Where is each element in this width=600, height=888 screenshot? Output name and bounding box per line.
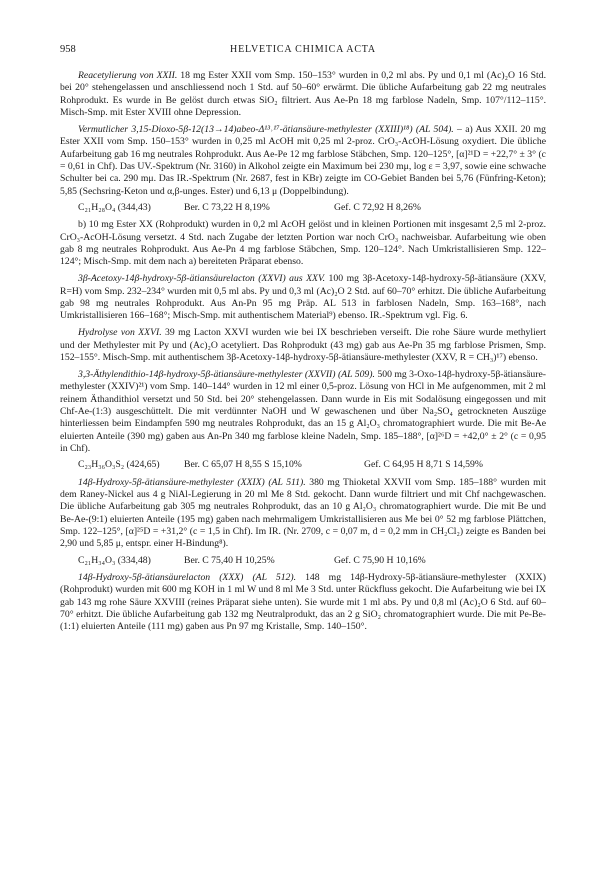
paragraph-heading: Vermutlicher 3,15-Dioxo-5β-12(13→14)abeo-Δ¹³˒¹⁷-ätiansäure-methylester (XXIII)¹⁸) (AL 504). bbox=[78, 123, 454, 135]
paragraph-text: 100 mg 3β-Acetoxy-14β-hydroxy-5β-ätiansäure (XXV, R=H) vom Smp. 232–234° wurden mit 0,5 ml abs. Py und 0,3 ml (Ac)₂O 2 Std. auf 60–70° erhitzt. Die übliche Aufarbeitung gab 98 mg neutrales Rohprodukt. Aus An-Pn 95 mg Präp. AL 513 in farblosen Nadeln, Smp. 163–168°, nach Umkristallisieren 166–168°; Misch-Smp. mit authentischem Material⁹) ebenso. IR.-Spektrum vgl. Fig. 6. bbox=[60, 273, 546, 322]
paragraph-text: – a) Aus XXII. 20 mg Ester XXII vom Smp. 150–153° wurden in 0,25 ml AcOH mit 0,25 ml 2-proz. CrO₃-AcOH-Lösung oxydiert. Die übliche Aufarbeitung gab 16 mg neutrales Rohprodukt. Aus Ae-Pe 12 mg farblose Stäbchen, Smp. 120–125°, [α]²¹D = +22,7° ± 3° (c = 0,61 in Chf). Das UV.-Spektrum (Nr. 3160) in Alkohol zeigte ein Maximum bei 230 mμ, log ε = 3,97, sowie eine schwache Schulter bei ca. 290 mμ. Das IR.-Spektrum (Nr. 2687, fest in KBr) zeigte im CO-Gebiet Banden bei 5,76 (Fünfring-Keton); 5,85 (Sechsring-Keton und α,β-unges. Ester) und 6,13 μ (Doppelbindung). bbox=[60, 123, 546, 197]
paragraph-heading: 3,3-Äthylendithio-14β-hydroxy-5β-ätiansäure-methylester (XXVII) (AL 509). bbox=[78, 368, 375, 380]
paragraph-xxiii bbox=[60, 124, 546, 198]
paragraph-xxx bbox=[60, 572, 546, 634]
elemental-analysis bbox=[60, 555, 546, 567]
paragraph-reacetylierung bbox=[60, 70, 546, 119]
paragraph-text: 500 mg 3-Oxo-14β-hydroxy-5β-ätiansäure-methylester (XXIV)²¹) vom Smp. 140–144° wurden in 12 ml einer 0,5-proz. Lösung von HCl in Me aufgenommen, mit 2 ml reinem Äthandithiol versetzt und 50 Std. bei 20° stehengelassen. Dann wurde in Eis mit Sodalösung eingegossen und mit Chf-Ae-(1:3) ausgeschüttelt. Die mit verdünnter NaOH und W gewaschenen und über Na₂SO₄ getrockneten Auszüge hinterliessen beim Eindampfen 590 mg neutrales Rohprodukt, das an 15 g Al₂O₃ chromatographiert wurde. Die mit Be-Ae eluierten Anteile (390 mg) gaben aus An-Pn 340 mg farblose kleine Nadeln, Smp. 185–188°, [α]²⁶D = +42,0° ± 2° (c = 0,95 in Chf). bbox=[60, 368, 546, 454]
formula-found: Gef. C 64,95 H 8,71 S 14,59% bbox=[364, 459, 483, 471]
paragraph-heading: 14β-Hydroxy-5β-ätiansäure-methylester (XXIX) (AL 511). bbox=[78, 476, 306, 488]
formula-calculated: Ber. C 65,07 H 8,55 S 15,10% bbox=[184, 459, 302, 471]
paragraph-xxvii bbox=[60, 369, 546, 455]
paragraph-xxvi bbox=[60, 273, 546, 322]
paragraph-text: 39 mg Lacton XXVI wurden wie bei IX beschrieben verseift. Die rohe Säure wurde methyliert und der Methylester mit Py und (Ac)₂O acetyliert. Das Rohprodukt (43 mg) gab aus Ae-Pn 35 mg farblose Prismen, Smp. 152–155°. Misch-Smp. mit authentischem 3β-Acetoxy-14β-hydroxy-5β-ätiansäure-methylester (XXV, R = CH₃)¹⁷) ebenso. bbox=[60, 327, 546, 363]
page-number: 958 bbox=[60, 44, 76, 55]
paragraph-hydrolyse bbox=[60, 327, 546, 364]
formula-calculated: Ber. C 75,40 H 10,25% bbox=[184, 554, 275, 566]
journal-title: HELVETICA CHIMICA ACTA bbox=[230, 44, 376, 55]
paragraph-text: 148 mg 14β-Hydroxy-5β-ätiansäure-methylester (XXIX) (Rohprodukt) wurden mit 600 mg KOH in 1 ml W und 8 ml Me 3 Std. unter Rückfluss gekocht. Die Aufarbeitung wie bei IX gab 143 mg rohe Säure XXVIII (reines Präparat siehe unten). Sie wurde mit 1 ml abs. Py und 0,8 ml (Ac)₂O 6 Std. auf 60–70° erhitzt. Die übliche Aufarbeitung gab 132 mg Neutralprodukt, das an 2 g SiO₂ chromatographiert wurde. Die mit Pe-Be-(1:1) eluierten Anteile (111 mg) gaben aus Pn 97 mg Kristalle, Smp. 140–150°. bbox=[60, 572, 546, 633]
formula-found: Gef. C 75,90 H 10,16% bbox=[334, 554, 426, 566]
formula-found: Gef. C 72,92 H 8,26% bbox=[334, 202, 421, 214]
formula-name: C₂₁H₂₈O₄ (344,43) bbox=[78, 202, 151, 214]
elemental-analysis bbox=[60, 459, 546, 471]
paragraph-text: 18 mg Ester XXII vom Smp. 150–153° wurden in 0,2 ml abs. Py und 0,1 ml (Ac)₂O 16 Std. bei 20° stehengelassen und anschliessend noch 1 Std. auf 50–60° erwärmt. Die übliche Aufarbeitung gab 22 mg neutrales Rohprodukt. Es wurde in Be gelöst durch etwas SiO₂ filtriert. Aus Ae-Pn 18 mg farblose Nadeln, Smp. 107°/112–115°. Misch-Smp. mit Ester XVIII ohne Depression. bbox=[60, 70, 546, 119]
formula-calculated: Ber. C 73,22 H 8,19% bbox=[184, 202, 270, 214]
formula-name: C₂₁H₃₄O₃ (334,48) bbox=[78, 554, 151, 566]
paragraph-b bbox=[60, 219, 546, 268]
running-header bbox=[60, 43, 546, 57]
elemental-analysis bbox=[60, 202, 546, 214]
formula-name: C₂₃H₃₆O₃S₂ (424,65) bbox=[78, 459, 160, 471]
body-text bbox=[60, 70, 546, 634]
paragraph-text: b) 10 mg Ester XX (Rohprodukt) wurden in 0,2 ml AcOH gelöst und in kleinen Portionen mit insgesamt 2,5 ml 2-proz. CrO₃-AcOH-Lösung versetzt. 4 Std. nach Zugabe der letzten Portion war noch CrO₃ nachweisbar. Aufarbeitung wie oben gab 8 mg neutrales Rohprodukt. Aus Ae-Pn 4 mg farblose Stäbchen, Smp. 120–124°. Nach Umkristallisieren Smp. 122–124°; Misch-Smp. mit dem nach a) bereiteten Präparat ebenso. bbox=[60, 219, 546, 268]
paragraph-heading: Reacetylierung von XXII. bbox=[78, 70, 178, 81]
paragraph-xxix bbox=[60, 477, 546, 551]
paragraph-heading: 3β-Acetoxy-14β-hydroxy-5β-ätiansäurelacton (XXVI) aus XXV. bbox=[78, 273, 326, 285]
paragraph-heading: 14β-Hydroxy-5β-ätiansäurelacton (XXX) (AL 512). bbox=[78, 572, 297, 584]
paragraph-heading: Hydrolyse von XXVI. bbox=[78, 327, 162, 339]
paragraph-text: 380 mg Thioketal XXVII vom Smp. 185–188° wurden mit dem Raney-Nickel aus 4 g NiAl-Legierung in 20 ml Me 8 Std. gekocht. Dann wurde filtriert und mit Chf nachgewaschen. Die übliche Aufarbeitung gab 305 mg neutrales Rohprodukt, das an 10 g Al₂O₃ chromatographiert wurde. Die mit Be und Be-Ae-(9:1) eluierten Anteile (195 mg) gaben nach mehrmaligem Umkristallisieren aus Me bei 0° 52 mg farblose Plättchen, Smp. 122–125°, [α]²⁵D = +31,2° (c = 1,5 in Chf). Im IR. (Nr. 2709, c = 0,07 m, d = 0,2 mm in CH₂Cl₂) zeigte es Banden bei 2,90 und 5,85 μ, entspr. einer H-Bindung⁸). bbox=[60, 476, 546, 550]
